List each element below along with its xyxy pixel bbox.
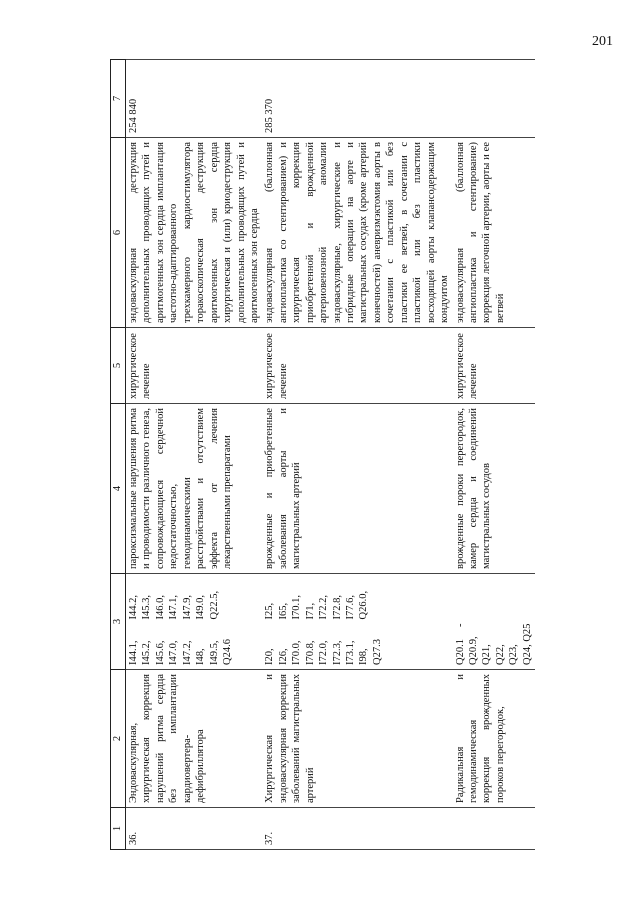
icd-code: Q21, Q22, Q23, bbox=[481, 644, 520, 665]
icd-code: I73.1, bbox=[345, 640, 356, 665]
treatment-type: хирургическое лечение bbox=[262, 328, 452, 404]
icd-code: I98, bbox=[358, 648, 370, 665]
column-header: 2 bbox=[111, 670, 126, 808]
table-row bbox=[453, 60, 536, 850]
column-header: 5 bbox=[111, 328, 126, 404]
icd-code: Q24, Q25 bbox=[521, 623, 533, 665]
icd-code: I26, bbox=[277, 648, 289, 665]
column-number-row bbox=[111, 60, 126, 850]
standard-cost: 285 370 bbox=[262, 60, 452, 138]
patient-model: врожденные пороки перегородок, камер сердца и соединений магистральных сосудов bbox=[453, 404, 536, 574]
treatment-type: хирургическое лечение bbox=[126, 328, 263, 404]
intervention-name: Хирургическая и эндоваскулярная коррекция заболеваний магистральных артерий bbox=[262, 670, 452, 808]
icd-code: I47.1, bbox=[168, 595, 180, 620]
icd-codes bbox=[262, 574, 452, 670]
icd-codes bbox=[453, 574, 536, 670]
row-number bbox=[453, 808, 536, 850]
icd-code: I47.0, bbox=[168, 640, 180, 665]
icd-code: Q26.0, bbox=[358, 590, 370, 620]
icd-code: I65, bbox=[277, 602, 289, 620]
icd-code: I46.0, bbox=[154, 595, 166, 620]
icd-code: I72.3, bbox=[331, 640, 343, 665]
row-number: 36. bbox=[126, 808, 263, 850]
icd-code: I71, bbox=[304, 602, 316, 620]
table-row bbox=[126, 60, 263, 850]
icd-code bbox=[480, 578, 520, 620]
intervention-name: Радикальная и гемодинамическая коррекция врожденных пороков перегородок, bbox=[453, 670, 536, 808]
icd-code: I25, bbox=[264, 602, 276, 620]
treatment-method: эндоваскулярная (баллонная ангиопластика со стентированием) и хирургическая коррекция приобретенной и врожденной артериовенозной аномалии эндоваскулярные, хирургические и гибридные операции на аорте и магистральных сосудах (кроме артерий конечностей) аневризмэктомия аорты в сочетании с пластикой или без пластики ее ветвей, в сочетании с пластикой или без пластики восходящей аорты клапансодержащим кондуитом bbox=[262, 138, 452, 328]
icd-code: I70.0, bbox=[291, 640, 303, 665]
column-header: 6 bbox=[111, 138, 126, 328]
icd-code: I45.6, bbox=[154, 640, 166, 665]
column-header: 1 bbox=[111, 808, 126, 850]
icd-code: I72.2, bbox=[318, 595, 330, 620]
icd-code: I44.1, bbox=[128, 640, 139, 665]
icd-code: I49.0, bbox=[195, 595, 207, 620]
icd-code: I72.0, bbox=[318, 640, 330, 665]
icd-code: I47.2, bbox=[181, 640, 193, 665]
icd-code: I70.8, bbox=[304, 640, 316, 665]
standard-cost: 254 840 bbox=[126, 60, 263, 138]
icd-code: Q22.5, bbox=[208, 590, 220, 620]
page-number: 201 bbox=[592, 34, 613, 49]
icd-code: Q24.6 bbox=[222, 639, 234, 665]
icd-code: I45.2, bbox=[141, 640, 153, 665]
patient-model: врожденные и приобретенные заболевания аорты и магистральных артерий bbox=[262, 404, 452, 574]
icd-code: I47.9, bbox=[181, 595, 193, 620]
icd-code: I77.6, bbox=[345, 595, 356, 620]
intervention-name: Эндоваскулярная, хирургическая коррекция нарушений ритма сердца без имплантации кардиовертера-дефибриллятора bbox=[126, 670, 263, 808]
rotated-table-container bbox=[110, 60, 630, 850]
icd-code bbox=[454, 578, 481, 620]
treatment-method: эндоваскулярная деструкция дополнительных проводящих путей и аритмогенных зон сердца имплантация частотно-адаптированного трехкамерного кардиостимулятора торакоскопическая деструкция аритмогенных зон сердца хирургическая и (или) криодеструкция дополнительных проводящих путей и аритмогенных зон сердца bbox=[126, 138, 263, 328]
icd-code: Q20.1 - Q20.9, bbox=[454, 623, 479, 665]
icd-code: I45.3, bbox=[141, 595, 153, 620]
icd-codes bbox=[126, 574, 263, 670]
treatment-table bbox=[110, 59, 535, 850]
column-header: 3 bbox=[111, 574, 126, 670]
patient-model: пароксизмальные нарушения ритма и проводимости различного генеза, сопровождающиеся сердечной недостаточностью, гемодинамическими расстройствами и отсутствием эффекта от лечения лекарственными препаратами bbox=[126, 404, 263, 574]
column-header: 4 bbox=[111, 404, 126, 574]
icd-code: I49.5, bbox=[208, 640, 220, 665]
table-row bbox=[262, 60, 452, 850]
icd-code: I70.1, bbox=[291, 595, 303, 620]
icd-code: I44.2, bbox=[128, 595, 139, 620]
row-number: 37. bbox=[262, 808, 452, 850]
icd-code: Q27.3 bbox=[371, 639, 383, 665]
icd-code: I72.8, bbox=[331, 595, 343, 620]
treatment-method: эндоваскулярная (баллонная ангиопластика и стентирование) коррекция легочной артерии, аорты и ее ветвей bbox=[453, 138, 536, 328]
standard-cost bbox=[453, 60, 536, 138]
column-header: 7 bbox=[111, 60, 126, 138]
treatment-type: хирургическое лечение bbox=[453, 328, 536, 404]
icd-code: I20, bbox=[264, 648, 276, 665]
icd-code: I48, bbox=[195, 648, 207, 665]
